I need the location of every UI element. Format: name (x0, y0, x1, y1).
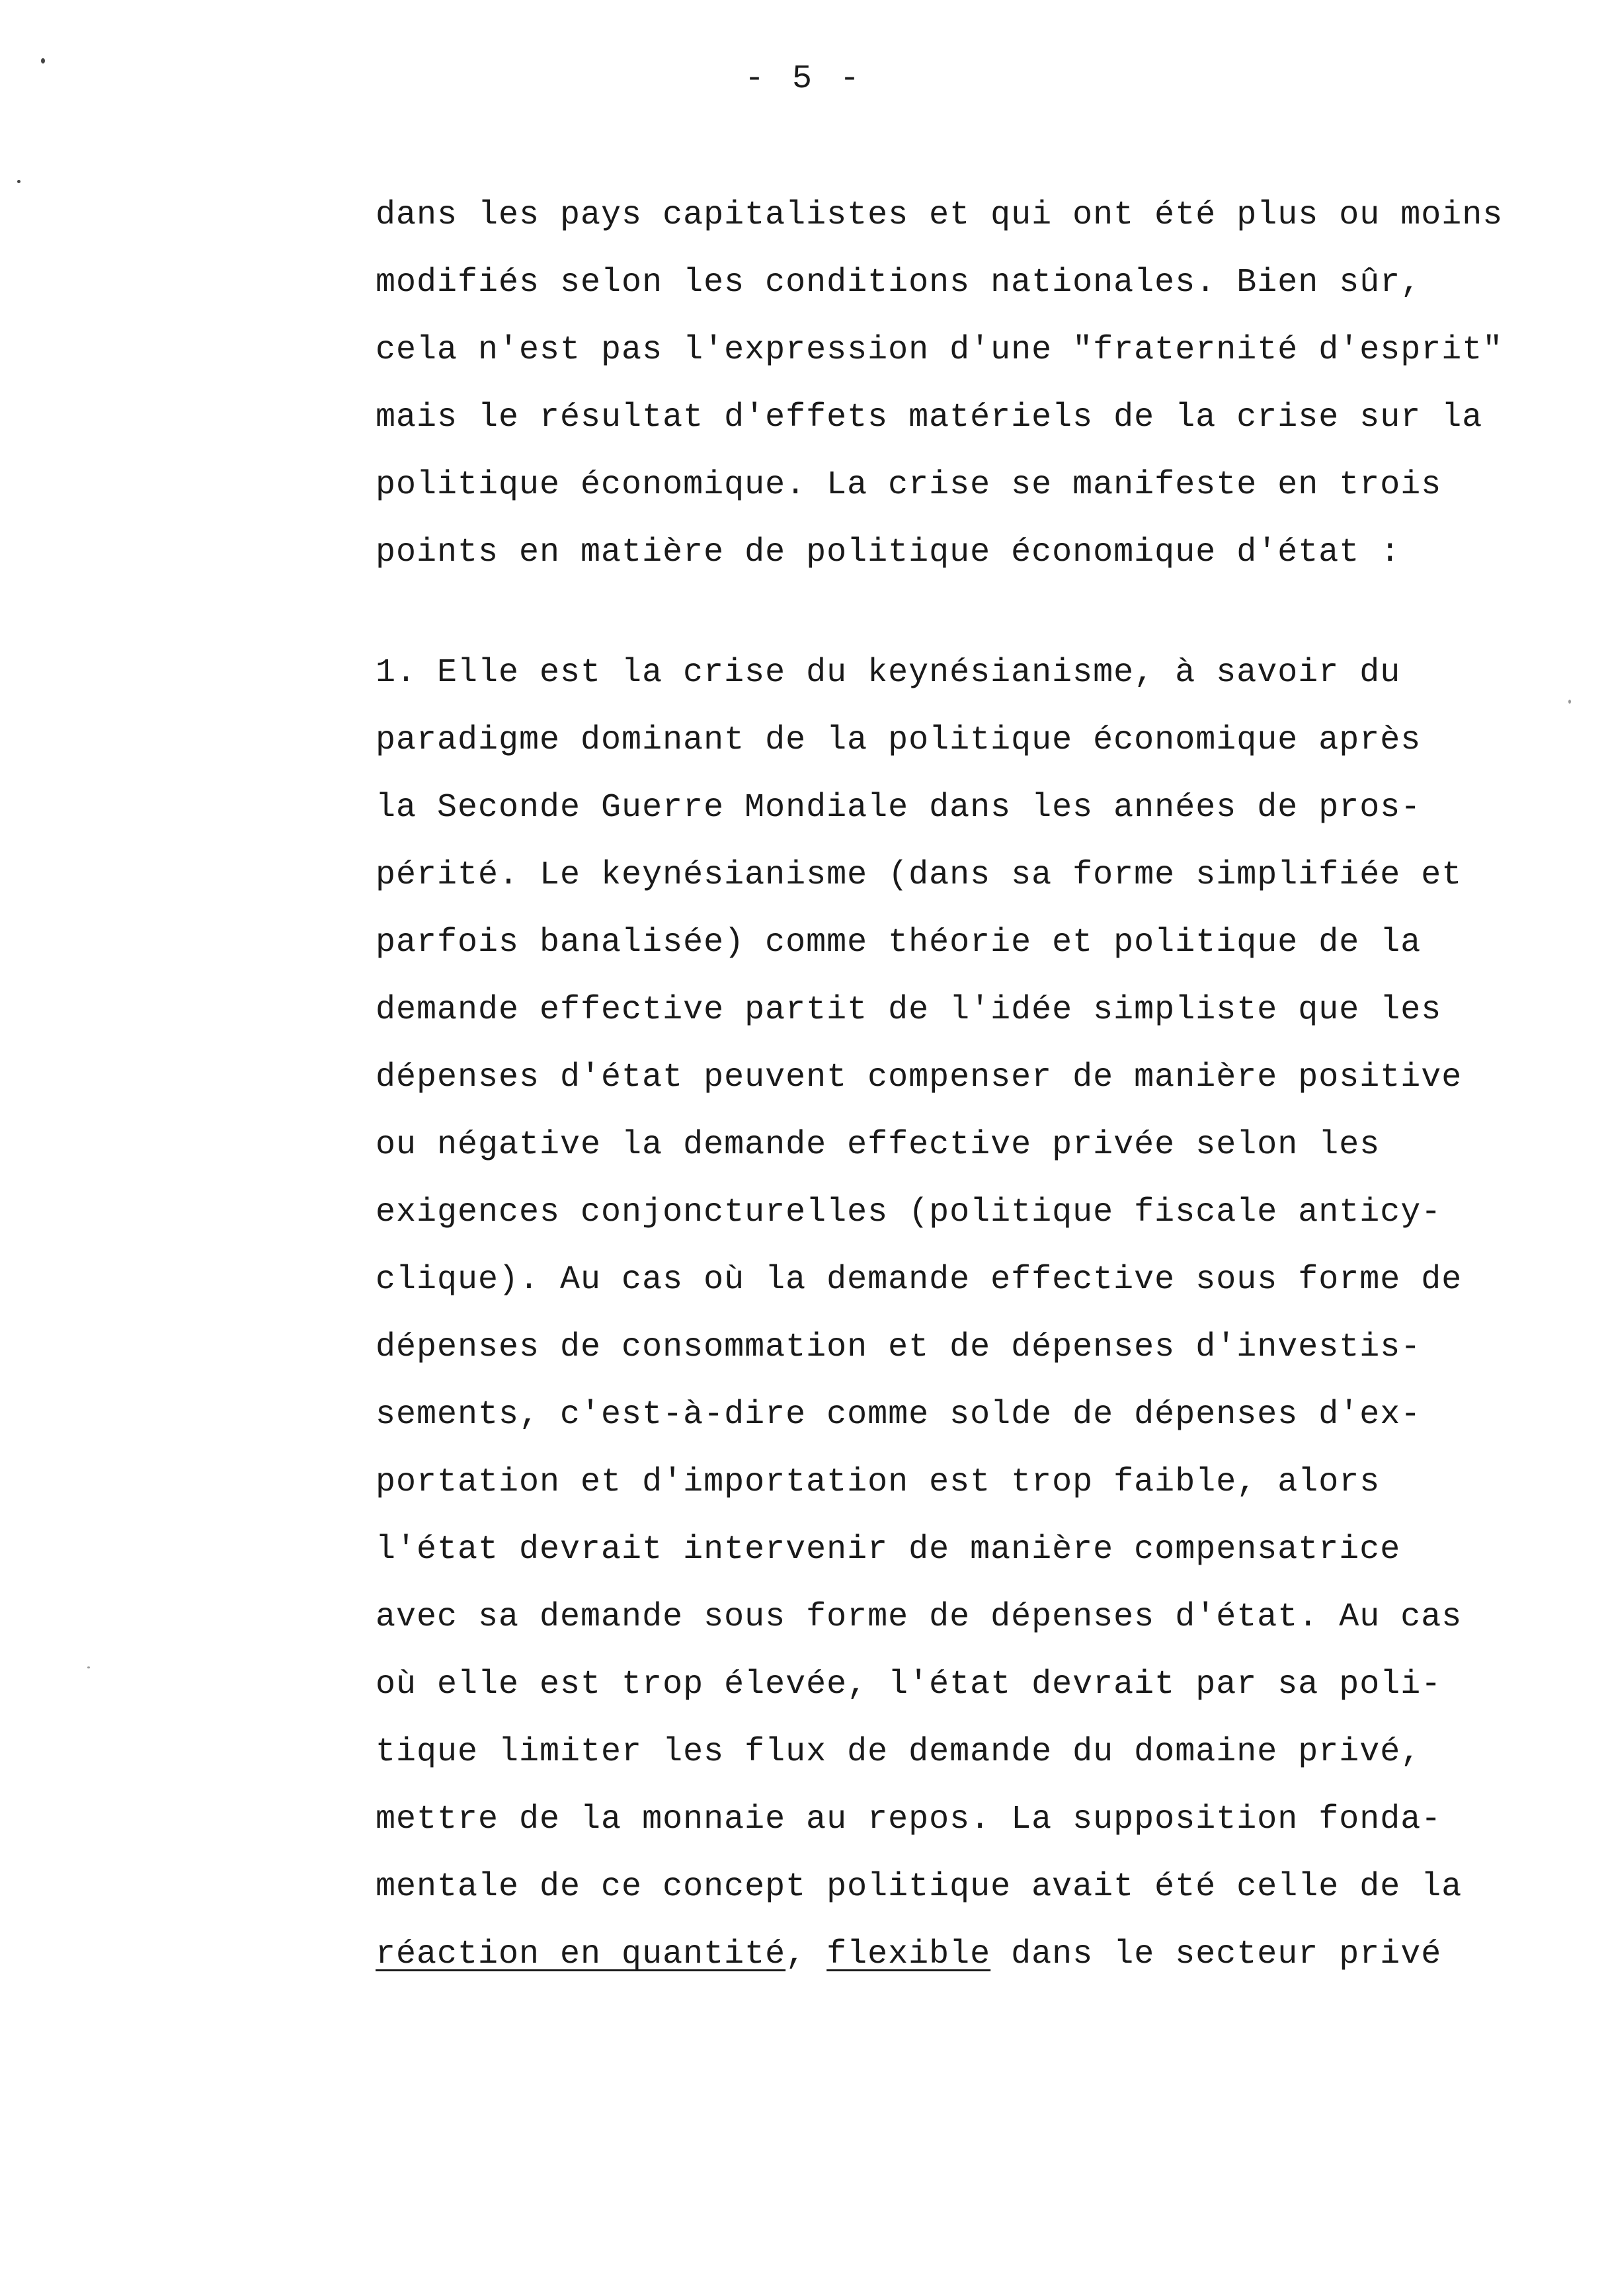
text-line: exigences conjoncturelles (politique fiscale anticy- (376, 1194, 1442, 1231)
scan-speck (41, 58, 45, 63)
underlined-phrase: réaction en quantité (376, 1936, 786, 1973)
text-line: où elle est trop élevée, l'état devrait par sa poli- (376, 1666, 1442, 1703)
text-line: dépenses de consommation et de dépenses d'investis- (376, 1329, 1422, 1366)
text-line: périté. Le keynésianisme (dans sa forme simplifiée et (376, 856, 1463, 894)
text-line: cela n'est pas l'expression d'une "fraternité d'esprit" (376, 331, 1504, 369)
text-line: l'état devrait intervenir de manière compensatrice (376, 1531, 1401, 1569)
text-line: sements, c'est-à-dire comme solde de dépenses d'ex- (376, 1396, 1422, 1434)
scan-speck (87, 1666, 90, 1668)
text-line: mentale de ce concept politique avait été celle de la (376, 1868, 1463, 1906)
separator: , (785, 1936, 827, 1973)
text-line: paradigme dominant de la politique économique après (376, 721, 1422, 759)
text-line: modifiés selon les conditions nationales. Bien sûr, (376, 264, 1422, 302)
text-line: portation et d'importation est trop faible, alors (376, 1463, 1381, 1501)
text-line: parfois banalisée) comme théorie et politique de la (376, 924, 1422, 962)
scan-speck (1568, 700, 1571, 704)
text-line-last (376, 1934, 1441, 1976)
page-number: - 5 - (744, 60, 864, 98)
text-line: dépenses d'état peuvent compenser de manière positive (376, 1059, 1463, 1096)
text-line: tique limiter les flux de demande du domaine privé, (376, 1733, 1422, 1771)
text-line: mettre de la monnaie au repos. La supposition fonda- (376, 1801, 1442, 1838)
text-line: avec sa demande sous forme de dépenses d'état. Au cas (376, 1598, 1463, 1636)
text-line: ou négative la demande effective privée selon les (376, 1126, 1381, 1164)
text-line: points en matière de politique économique d'état : (376, 534, 1401, 571)
text-line: dans les pays capitalistes et qui ont été plus ou moins (376, 196, 1504, 234)
text-line: clique). Au cas où la demande effective sous forme de (376, 1261, 1463, 1299)
text-line: demande effective partit de l'idée simpliste que les (376, 991, 1442, 1029)
underlined-word: flexible (826, 1936, 991, 1973)
text-line: 1. Elle est la crise du keynésianisme, à savoir du (376, 654, 1401, 692)
line-rest: dans le secteur privé (990, 1936, 1442, 1973)
text-line: mais le résultat d'effets matériels de la crise sur la (376, 399, 1483, 436)
scan-speck (17, 180, 20, 183)
text-line: politique économique. La crise se manifeste en trois (376, 466, 1442, 504)
text-line: la Seconde Guerre Mondiale dans les années de pros- (376, 789, 1422, 827)
